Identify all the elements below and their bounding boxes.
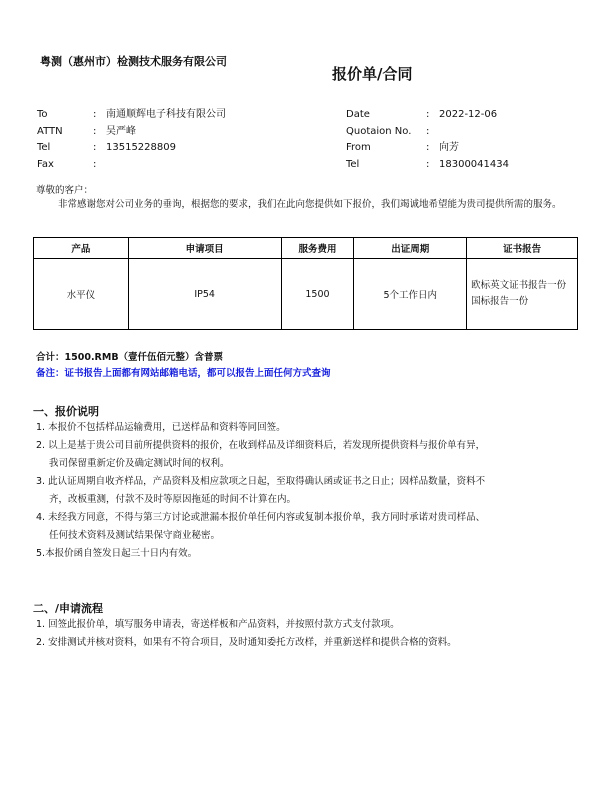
info-separator: : (426, 109, 430, 120)
info-label: From (346, 142, 371, 153)
table-header-row (34, 238, 578, 259)
list-item: 任何技术资料及测试结果保守商业秘密。 (49, 530, 221, 541)
list-item: 我司保留重新定价及确定测试时间的权利。 (49, 458, 230, 469)
info-row-tel (346, 157, 509, 174)
table-header: 服务费用 (281, 238, 354, 259)
info-label: Tel (37, 142, 51, 153)
info-label: Fax (37, 158, 54, 170)
table-row (34, 259, 578, 330)
cell-item: IP54 (128, 259, 281, 330)
list-item: 1. 回签此报价单，填写服务申请表，寄送样板和产品资料，并按照付款方式支付款项。 (36, 619, 400, 630)
info-label: Date (346, 109, 370, 120)
info-row-quotation-no (346, 124, 509, 141)
info-separator: : (93, 158, 97, 170)
quote-info (346, 107, 509, 173)
info-label: To (37, 109, 48, 120)
company-name: 粤测（惠州市）检测技术服务有限公司 (40, 55, 227, 68)
remark-note: 备注：证书报告上面都有网站邮箱电话，都可以报告上面任何方式查询 (36, 368, 331, 379)
list-item: 齐，改板重测，付款不及时等原因拖延的时间不计算在内。 (49, 494, 297, 505)
info-separator: : (426, 142, 430, 153)
report-line: 国标报告一份 (471, 296, 529, 307)
list-item: 3. 此认证周期自收齐样品，产品资料及相应款项之日起，至取得确认函或证书之日止；因样品数量，资料不 (36, 476, 486, 487)
info-row-fax (37, 157, 226, 174)
intro-paragraph: 非常感谢您对公司业务的垂询，根据您的要求，我们在此向您提供如下报价，我们竭诚地希望能为贵司提供所需的服务。 (58, 199, 562, 210)
list-item: 1. 本报价不包括样品运输费用，已送样品和资料等同回签。 (36, 422, 286, 433)
info-label: Quotaion No. (346, 125, 412, 137)
cell-cycle: 5个工作日内 (354, 259, 467, 330)
table-header: 产品 (34, 238, 129, 259)
info-separator: : (93, 109, 97, 120)
greeting: 尊敬的客户： (36, 185, 94, 196)
info-value: 13515228809 (106, 142, 176, 153)
table-header: 出证周期 (354, 238, 467, 259)
info-row-tel (37, 140, 226, 157)
info-value: 南通顺辉电子科技有限公司 (106, 109, 226, 120)
list-item: 4. 未经我方同意，不得与第三方讨论或泄漏本报价单任何内容或复制本报价单，我方同时承诺对贵司样品、 (36, 512, 486, 523)
cell-fee: 1500 (281, 259, 354, 330)
info-row-date (346, 107, 509, 124)
info-value: 18300041434 (439, 158, 509, 170)
info-separator: : (93, 125, 97, 137)
info-row-from (346, 140, 509, 157)
document-title: 报价单/合同 (332, 65, 413, 83)
info-value: 吴严峰 (106, 125, 136, 137)
client-info (37, 107, 226, 173)
list-item: 2. 安排测试并核对资料，如果有不符合项目，及时通知委托方改样，并重新送样和提供合格的资料。 (36, 637, 457, 648)
report-line: 欧标英文证书报告一份 (471, 280, 567, 291)
process-list (36, 616, 576, 652)
table-header: 证书报告 (467, 238, 578, 259)
info-value: 向芳 (439, 142, 459, 153)
cell-product: 水平仪 (34, 259, 129, 330)
total-amount: 合计：1500.RMB（壹仟伍佰元整）含普票 (36, 352, 224, 363)
cell-report (467, 259, 578, 330)
info-label: ATTN (37, 125, 63, 137)
info-label: Tel (346, 158, 360, 170)
info-row-attn (37, 124, 226, 141)
list-item: 5.本报价函自签发日起三十日内有效。 (36, 548, 198, 559)
info-row-to (37, 107, 226, 124)
section-title-process: 二、/申请流程 (33, 602, 104, 615)
quote-notes-list (36, 419, 576, 563)
info-separator: : (93, 142, 97, 153)
info-separator: : (426, 125, 430, 137)
list-item: 2. 以上是基于贵公司目前所提供资料的报价，在收到样品及详细资料后，若发现所提供资料与报价单有异， (36, 440, 486, 451)
quote-table (33, 237, 578, 330)
section-title-quote-notes: 一、报价说明 (33, 405, 99, 418)
info-value: 2022-12-06 (439, 109, 498, 120)
table-header: 申请项目 (128, 238, 281, 259)
info-separator: : (426, 158, 430, 170)
